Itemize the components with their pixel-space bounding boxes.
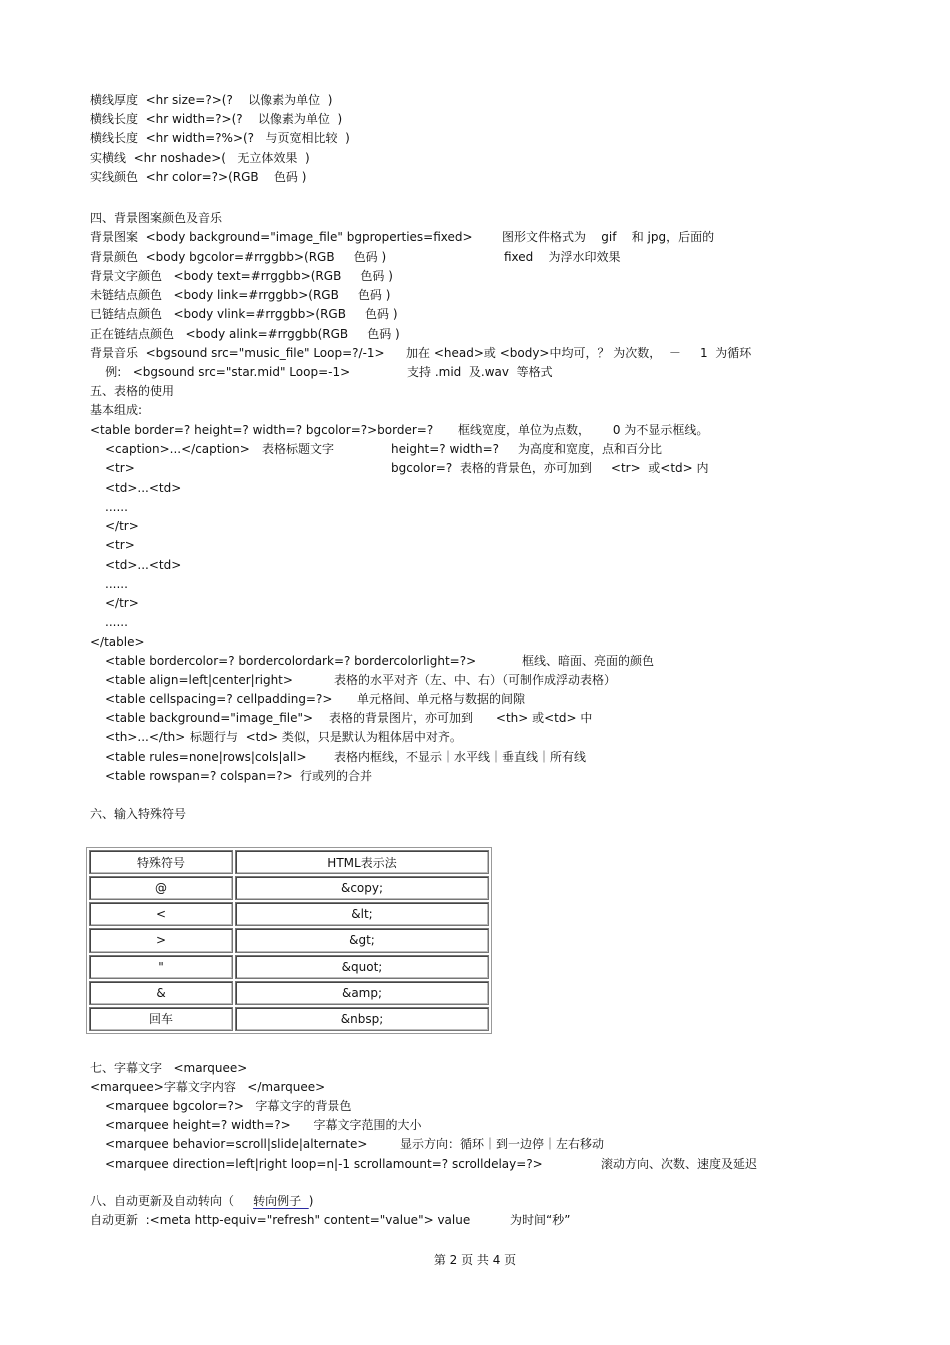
hr-color-line: 实线颜色 <hr color=?>(RGB 色码 ) <box>90 170 307 184</box>
table-header-html: HTML表示法 <box>235 850 489 874</box>
alink-color-line: 正在链结点颜色 <body alink=#rrggbb(RGB 色码 ) <box>90 327 400 341</box>
bgsound-note: 加在 <head>或 <body>中均可，？ 为次数， － 1 为循环 <box>406 346 752 360</box>
align-note: 表格的水平对齐（左、中、右）（可制作成浮动表格） <box>334 673 617 687</box>
section5-heading: 五、表格的使用 <box>90 384 175 398</box>
table-open-code: <table border=? height=? width=? bgcolor=?>border=? <box>90 423 434 437</box>
rowspan-code: <table rowspan=? colspan=?> <box>105 769 293 783</box>
bgsound-format-note: 支持 .mid 及.wav 等格式 <box>407 365 553 379</box>
caption-note: 表格标题文字 <box>262 442 335 456</box>
bg-color-line: 背景颜色 <body bgcolor=#rrggbb>(RGB 色码 ) <box>90 250 387 264</box>
section7-heading: 七、字幕文字 <marquee> <box>90 1061 248 1075</box>
table-row <box>89 955 489 979</box>
html-entity-cell: &lt; <box>235 902 489 926</box>
bg-fixed-note: fixed 为浮水印效果 <box>504 250 621 264</box>
meta-refresh-note: 为时间“秒” <box>510 1213 571 1227</box>
rowspan-note: 行或列的合并 <box>300 769 373 783</box>
table-background-note: 表格的背景图片，亦可加到 <th> 或<td> 中 <box>329 711 593 725</box>
meta-refresh-line: 自动更新 :<meta http-equiv="refresh" content="value"> value <box>90 1213 471 1227</box>
table-header-row <box>89 850 489 874</box>
special-symbols-table <box>86 847 492 1034</box>
marquee-bgcolor-line: <marquee bgcolor=?> 字幕文字的背景色 <box>105 1099 352 1113</box>
section8-heading-prefix: 八、自动更新及自动转向（ <box>90 1194 254 1208</box>
hr-width-percent-line: 横线长度 <hr width=?%>(? 与页宽相比较 ) <box>90 131 350 145</box>
html-entity-cell: &amp; <box>235 981 489 1005</box>
symbol-cell: 回车 <box>89 1007 233 1031</box>
page-number-footer: 第 2 页 共 4 页 <box>433 1253 517 1267</box>
table-header-symbol: 特殊符号 <box>89 850 233 874</box>
table-row <box>89 1007 489 1031</box>
size-note: height=? width=? 为高度和宽度，点和百分比 <box>391 442 663 456</box>
caption-code: <caption>...</caption> <box>105 442 250 456</box>
link-color-line: 未链结点颜色 <body link=#rrggbb>(RGB 色码 ) <box>90 288 391 302</box>
hr-noshade-line: 实横线 <hr noshade>( 无立体效果 ) <box>90 151 310 165</box>
marquee-basic-line: <marquee>字幕文字内容 </marquee> <box>90 1080 326 1094</box>
bgsound-line: 背景音乐 <bgsound src="music_file" Loop=?/-1> <box>90 346 385 360</box>
cellspacing-note: 单元格间、单元格与数据的间隙 <box>357 692 526 706</box>
ellipsis-code: ...... <box>105 577 128 591</box>
th-code: <th>...</th> <box>105 730 186 744</box>
symbol-cell: < <box>89 902 233 926</box>
html-entity-cell: &nbsp; <box>235 1007 489 1031</box>
tr-open-code: <tr> <box>105 461 135 475</box>
ellipsis-code: ...... <box>105 615 128 629</box>
marquee-behavior-line: <marquee behavior=scroll|slide|alternate> <box>105 1137 368 1151</box>
html-entity-cell: &gt; <box>235 928 489 952</box>
marquee-direction-note: 滚动方向、次数、速度及延迟 <box>601 1157 758 1171</box>
cellspacing-code: <table cellspacing=? cellpadding=?> <box>105 692 333 706</box>
symbol-cell: @ <box>89 876 233 900</box>
bg-image-line: 背景图案 <body background="image_file" bgproperties=fixed> <box>90 230 473 244</box>
vlink-color-line: 已链结点颜色 <body vlink=#rrggbb>(RGB 色码 ) <box>90 307 398 321</box>
section8-heading-suffix: ) <box>308 1194 314 1208</box>
table-row <box>89 981 489 1005</box>
th-note: 标题行与 <td> 类似，只是默认为粗体居中对齐。 <box>190 730 462 744</box>
tr-open-code: <tr> <box>105 538 135 552</box>
align-code: <table align=left|center|right> <box>105 673 293 687</box>
table-close-code: </table> <box>90 635 145 649</box>
html-entity-cell: &quot; <box>235 955 489 979</box>
rules-code: <table rules=none|rows|cols|all> <box>105 750 307 764</box>
bordercolor-code: <table bordercolor=? bordercolordark=? bordercolorlight=?> <box>105 654 477 668</box>
bordercolor-note: 框线、暗面、亮面的颜色 <box>522 654 655 668</box>
symbol-cell: " <box>89 955 233 979</box>
section4-heading: 四、背景图案颜色及音乐 <box>90 211 223 225</box>
table-row <box>89 928 489 952</box>
marquee-direction-line: <marquee direction=left|right loop=n|-1 scrollamount=? scrolldelay=?> <box>105 1157 543 1171</box>
table-row <box>89 876 489 900</box>
table-background-code: <table background="image_file"> <box>105 711 314 725</box>
tr-close-code: </tr> <box>105 519 139 533</box>
redirect-example-link[interactable]: 转向例子 <box>253 1194 309 1208</box>
marquee-behavior-note: 显示方向：循环｜到一边停｜左右移动 <box>400 1137 605 1151</box>
td-code: <td>...<td> <box>105 481 182 495</box>
tr-close-code: </tr> <box>105 596 139 610</box>
symbol-cell: > <box>89 928 233 952</box>
symbol-cell: & <box>89 981 233 1005</box>
hr-size-line: 横线厚度 <hr size=?>(? 以像素为单位 ) <box>90 93 333 107</box>
table-row <box>89 902 489 926</box>
section6-heading: 六、输入特殊符号 <box>90 807 187 821</box>
bgcolor-note: bgcolor=? 表格的背景色，亦可加到 <tr> 或<td> 内 <box>391 461 709 475</box>
basic-composition-label: 基本组成: <box>90 403 143 417</box>
marquee-size-line: <marquee height=? width=?> 字幕文字范围的大小 <box>105 1118 422 1132</box>
table-border-note: 框线宽度，单位为点数， 0 为不显示框线。 <box>458 423 709 437</box>
bgsound-example-line: 例: <bgsound src="star.mid" Loop=-1> <box>90 365 351 379</box>
text-color-line: 背景文字颜色 <body text=#rrggbb>(RGB 色码 ) <box>90 269 393 283</box>
hr-width-line: 横线长度 <hr width=?>(? 以像素为单位 ) <box>90 112 343 126</box>
bg-image-note: 图形文件格式为 gif 和 jpg，后面的 <box>502 230 715 244</box>
rules-note: 表格内框线，不显示｜水平线｜垂直线｜所有线 <box>334 750 587 764</box>
ellipsis-code: ...... <box>105 500 128 514</box>
section8-heading <box>90 1193 313 1209</box>
td-code: <td>...<td> <box>105 558 182 572</box>
html-entity-cell: &copy; <box>235 876 489 900</box>
